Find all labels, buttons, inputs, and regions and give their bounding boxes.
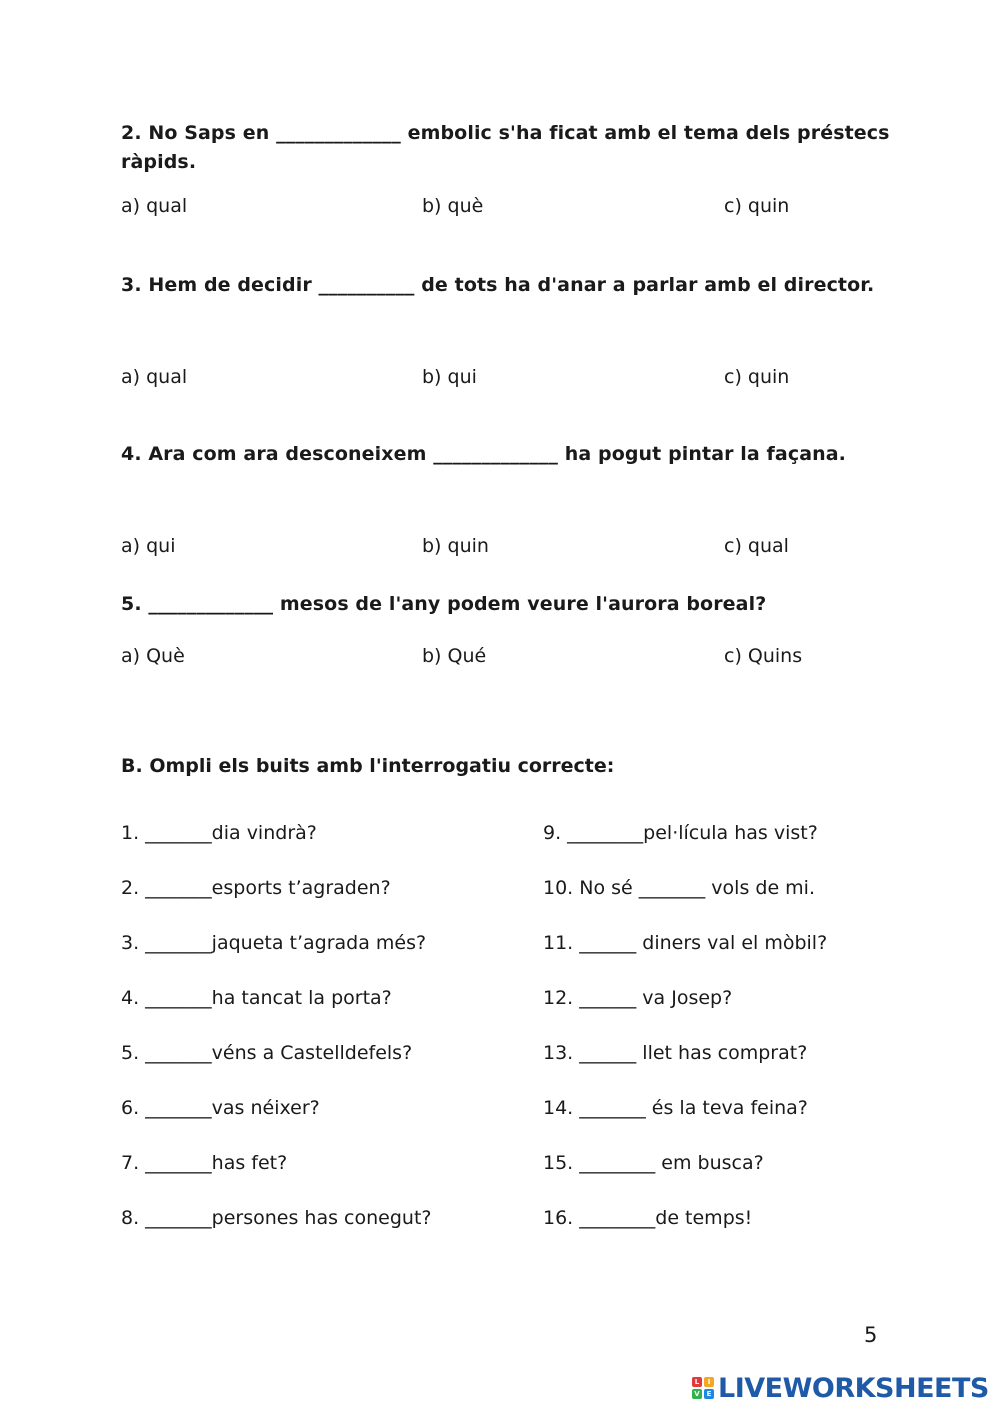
question-4-text: 4. Ara com ara desconeixem _____________ ha pogut pintar la façana. [121, 443, 846, 465]
question-5-options [121, 645, 901, 675]
fill-blank-item-2[interactable]: 2. _______esports t’agraden? [121, 877, 391, 899]
option-b[interactable]: b) què [422, 195, 484, 217]
fill-blank-item-7[interactable]: 7. _______has fet? [121, 1152, 288, 1174]
question-5-text: 5. _____________ mesos de l'any podem veure l'aurora boreal? [121, 593, 767, 615]
page-number: 5 [864, 1323, 878, 1347]
fill-blank-item-6[interactable]: 6. _______vas néixer? [121, 1097, 320, 1119]
option-c[interactable]: c) quin [724, 366, 790, 388]
section-b-title: B. Ompli els buits amb l'interrogatiu correcte: [121, 755, 615, 777]
fill-blank-item-8[interactable]: 8. _______persones has conegut? [121, 1207, 432, 1229]
question-2-options [121, 195, 901, 225]
logo-letter-v: V [692, 1389, 702, 1399]
question-2-text: 2. No Saps en _____________ embolic s'ha ficat amb el tema dels préstecs ràpids. [121, 122, 890, 173]
option-c[interactable]: c) qual [724, 535, 789, 557]
question-3-options [121, 366, 901, 396]
fill-blank-item-1[interactable]: 1. _______dia vindrà? [121, 822, 317, 844]
logo-letter-l: L [692, 1377, 702, 1387]
option-a[interactable]: a) qual [121, 195, 188, 217]
fill-blank-item-4[interactable]: 4. _______ha tancat la porta? [121, 987, 392, 1009]
logo-icon [692, 1377, 714, 1399]
logo-letter-e: E [704, 1389, 714, 1399]
fill-blank-item-13[interactable]: 13. ______ llet has comprat? [543, 1042, 808, 1064]
fill-blank-item-15[interactable]: 15. ________ em busca? [543, 1152, 764, 1174]
option-a[interactable]: a) Què [121, 645, 185, 667]
question-4-options [121, 535, 901, 565]
fill-blank-item-16[interactable]: 16. ________de temps! [543, 1207, 753, 1229]
option-c[interactable]: c) Quins [724, 645, 803, 667]
brand-name: LIVEWORKSHEETS [718, 1372, 989, 1404]
option-c[interactable]: c) quin [724, 195, 790, 217]
question-3-text: 3. Hem de decidir __________ de tots ha d'anar a parlar amb el director. [121, 274, 875, 296]
liveworksheets-logo[interactable] [692, 1371, 989, 1405]
option-b[interactable]: b) qui [422, 366, 477, 388]
fill-blank-item-14[interactable]: 14. _______ és la teva feina? [543, 1097, 808, 1119]
option-a[interactable]: a) qual [121, 366, 188, 388]
option-a[interactable]: a) qui [121, 535, 176, 557]
fill-blank-item-9[interactable]: 9. ________pel·lícula has vist? [543, 822, 818, 844]
fill-blank-item-11[interactable]: 11. ______ diners val el mòbil? [543, 932, 828, 954]
fill-blank-item-10[interactable]: 10. No sé _______ vols de mi. [543, 877, 816, 899]
option-b[interactable]: b) quin [422, 535, 489, 557]
option-b[interactable]: b) Qué [422, 645, 487, 667]
logo-letter-i: I [704, 1377, 714, 1387]
fill-blank-item-3[interactable]: 3. _______jaqueta t’agrada més? [121, 932, 427, 954]
fill-blank-item-12[interactable]: 12. ______ va Josep? [543, 987, 733, 1009]
fill-blank-item-5[interactable]: 5. _______véns a Castelldefels? [121, 1042, 413, 1064]
